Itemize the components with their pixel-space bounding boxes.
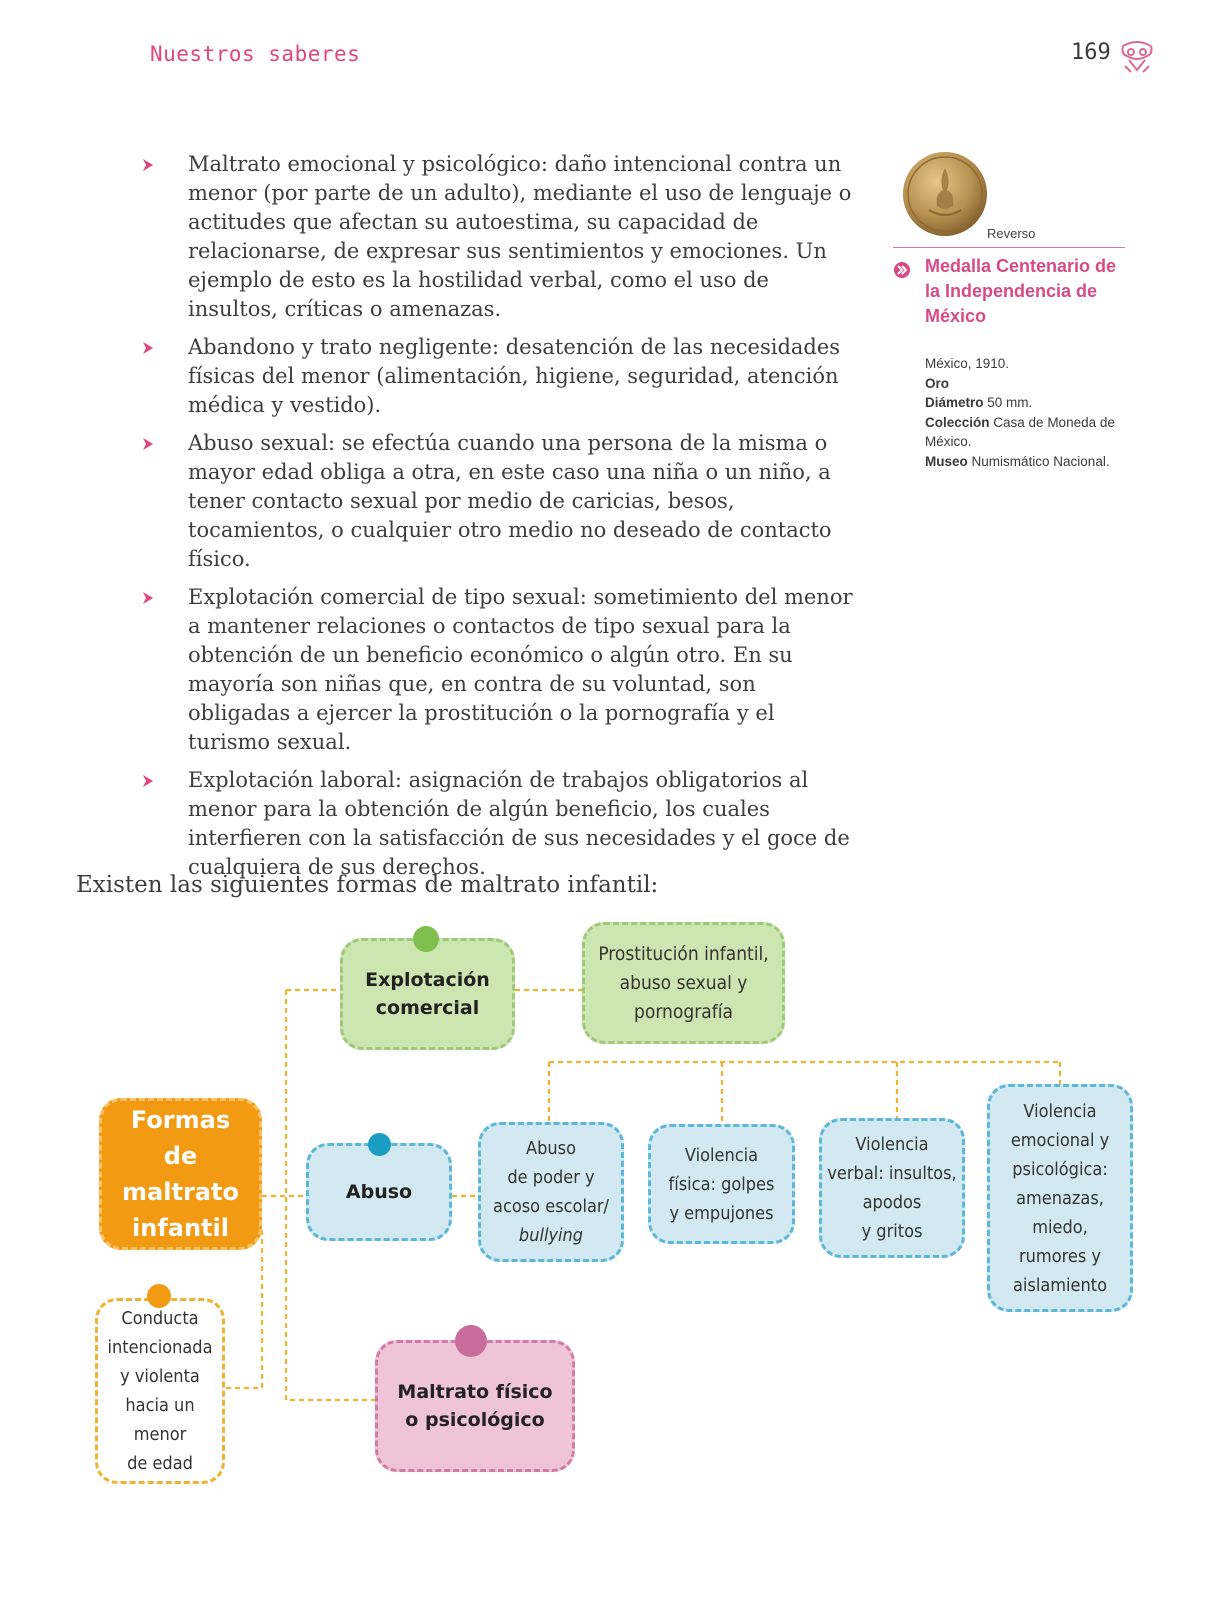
abuso-poder-line: Abuso [526,1138,576,1159]
node-dot [147,1284,171,1308]
material: Oro [925,375,950,391]
detail-line: abuso sexual y [619,971,748,994]
definition-line: hacia un [125,1395,195,1416]
node-dot [413,926,439,952]
maltrato-line: Maltrato físico [397,1381,553,1403]
collection-value: Casa de Moneda de México. [925,414,1115,450]
ornament-icon [1117,36,1157,76]
chevron-right-icon [140,590,156,606]
emocional-line: amenazas, [1016,1187,1104,1209]
explotacion-line: Explotación [365,969,490,991]
definition-line: intencionada [107,1337,213,1358]
violencia-verbal-box [819,1118,965,1258]
main-line: de maltrato [122,1142,239,1206]
list-item [140,583,860,757]
emocional-line: Violencia [1023,1100,1097,1122]
abuso-poder-line: acoso escolar/ [493,1196,609,1217]
museum-value: Numismático Nacional. [971,453,1110,469]
detail-line: Prostitución infantil, [598,942,769,965]
emocional-line: emocional y [1010,1129,1110,1151]
bullet-text: Maltrato emocional y psicológico: daño intencional contra un menor (por parte de un adulto), mediante el uso de lenguaje o actitudes que afectan su autoestima, su capacidad de relacionarse, de expresar sus sentimientos y emociones. Un ejemplo de esto es la hostilidad verbal, como el uso de insultos, críticas o amenazas. [188,152,852,321]
caption-details [925,354,1125,472]
abuso-poder-box [478,1122,624,1262]
bullet-text: Abandono y trato negligente: desatención de las necesidades físicas del menor (alimentación, higiene, seguridad, atención médica y vestido). [188,335,841,417]
violencia-emocional-box [987,1084,1133,1312]
collection-label: Colección [925,414,990,430]
museum-line [925,452,1125,472]
emocional-line: aislamiento [1012,1274,1108,1296]
maltrato-line: o psicológico [405,1409,545,1431]
page-number: 169 [1071,40,1111,65]
verbal-line: Violencia [855,1134,929,1155]
abuso-poder-line: bullying [518,1225,584,1246]
main-line: infantil [132,1214,229,1242]
fisica-line: Violencia [684,1144,759,1166]
diameter-label: Diámetro [925,395,984,411]
maltrato-box [375,1340,575,1472]
explotacion-box [340,938,515,1050]
chevron-right-icon [140,436,156,452]
chevron-right-icon [140,340,156,356]
verbal-line: y gritos [861,1221,923,1242]
emocional-line: miedo, [1032,1216,1088,1238]
violencia-fisica-box [648,1124,795,1244]
bullet-text: Abuso sexual: se efectúa cuando una persona de la misma o mayor edad obliga a otra, en este caso una niña o un niño, a tener contacto sexual por medio de caricias, besos, tocamientos, o cualquier otro medio no deseado de contacto físico. [188,431,832,571]
main-concept-box [99,1098,262,1250]
diameter-value: 50 mm. [987,395,1033,411]
definition-box [95,1298,225,1484]
chevron-right-icon [140,157,156,173]
divider [893,247,1125,248]
medal-image [901,150,989,238]
abuso-label: Abuso [345,1181,413,1203]
list-item [140,766,860,882]
definition-line: Conducta [121,1308,199,1329]
bullet-list [140,150,860,891]
diameter-line [925,393,1125,413]
diagram-intro: Existen las siguientes formas de maltrato infantil: [76,872,659,898]
definition-line: de edad [127,1453,193,1474]
list-item [140,429,860,574]
abuso-box [306,1143,452,1241]
caption-title: Medalla Centenario de la Independencia de México [925,256,1117,326]
image-caption: Reverso [987,226,1036,241]
list-item [140,150,860,324]
list-item [140,333,860,420]
definition-line: menor [133,1424,187,1445]
abuso-poder-line: de poder y [507,1167,595,1188]
main-line: Formas [130,1106,231,1134]
bullet-text: Explotación comercial de tipo sexual: sometimiento del menor a mantener relaciones o contactos de tipo sexual para la obtención de un beneficio económico o algún otro. En su mayoría son niñas que, en contra de su voluntad, son obligadas a ejercer la prostitución o la pornografía y el turismo sexual. [188,585,853,754]
museum-label: Museo [925,453,968,469]
emocional-line: rumores y [1019,1245,1101,1267]
fisica-line: física: golpes [668,1173,775,1195]
explotacion-line: comercial [375,997,480,1019]
place-date: México, 1910. [925,356,1010,371]
node-dot [368,1133,391,1156]
collection-line [925,413,1125,452]
verbal-line: verbal: insultos, [827,1163,957,1184]
detail-line: pornografía [634,1000,733,1023]
section-title: Nuestros saberes [150,42,361,66]
node-dot [455,1325,487,1357]
arrow-circle-icon [893,261,911,279]
explotacion-detail-box [582,922,785,1044]
verbal-line: apodos [862,1192,922,1213]
definition-line: y violenta [120,1366,200,1387]
chevron-right-icon [140,773,156,789]
emocional-line: psicológica: [1012,1158,1108,1180]
bullet-text: Explotación laboral: asignación de trabajos obligatorios al menor para la obtención de algún beneficio, los cuales interfieren con la satisfacción de sus necesidades y el goce de cualquiera de sus derechos. [188,768,850,879]
fisica-line: y empujones [669,1202,774,1224]
